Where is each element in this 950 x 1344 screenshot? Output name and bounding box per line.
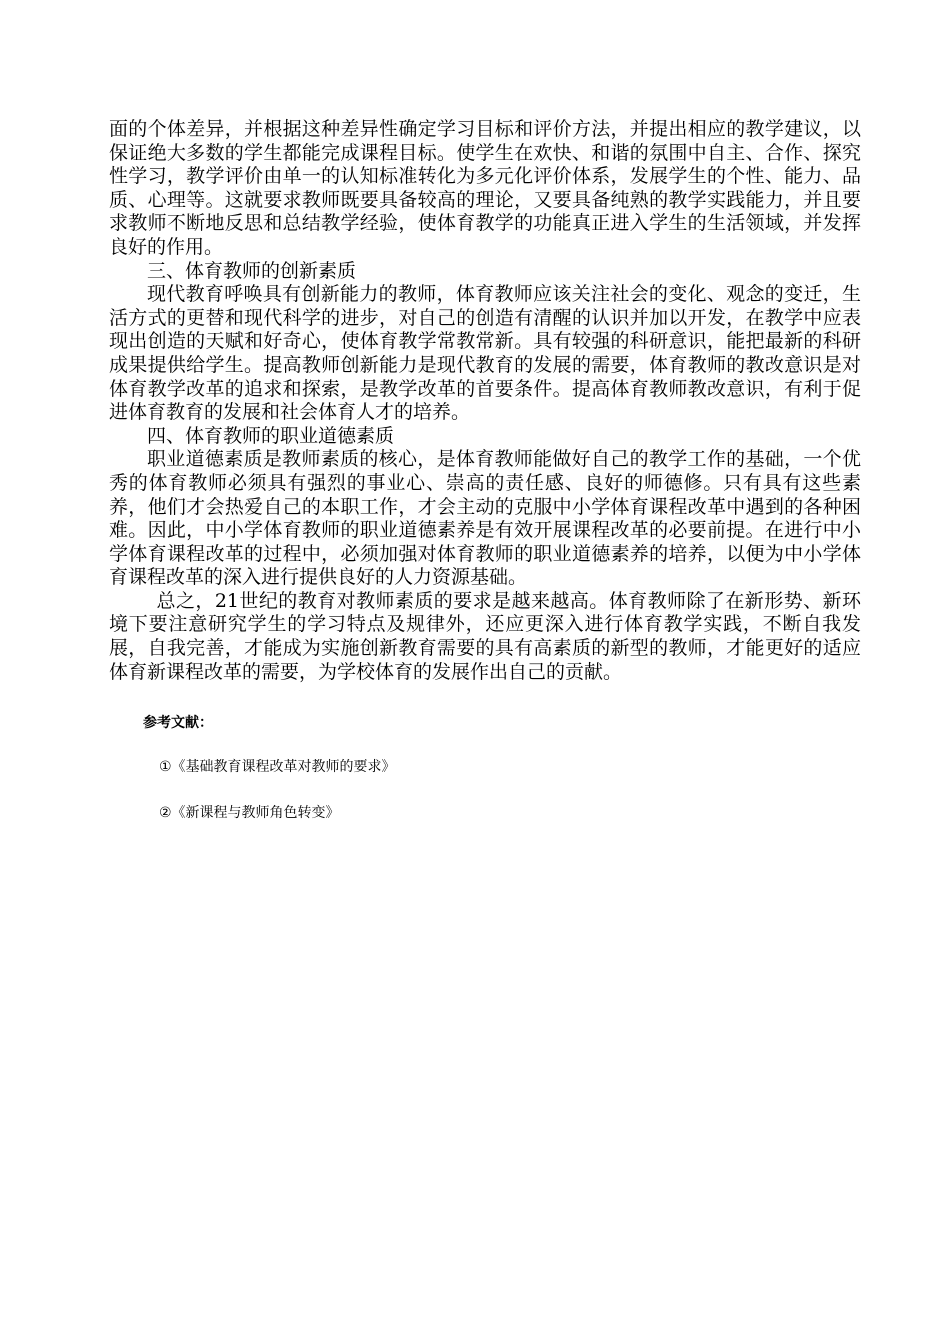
reference-item: ①《基础教育课程改革对教师的要求》 bbox=[159, 759, 396, 776]
paragraph-continued: 面的个体差异，并根据这种差异性确定学习目标和评价方法，并提出相应的教学建议，以保证绝大多数的学生都能完成课程目标。使学生在欢快、和谐的氛围中自主、合作、探究性学习，教学评价由单一的认知标准转化为多元化评价体系，发展学生的个性、能力、品质、心理等。这就要求教师既要具备较高的理论，又要具备纯熟的教学实践能力，并且要求教师不断地反思和总结教学经验，使体育教学的功能真正进入学生的生活领域，并发挥良好的作用。 bbox=[109, 118, 861, 258]
document-page bbox=[109, 118, 861, 822]
paragraph-innovation: 现代教育呼唤具有创新能力的教师，体育教师应该关注社会的变化、观念的变迁，生活方式的更替和现代科学的进步，对自己的创造有清醒的认识并加以开发，在教学中应表现出创造的天赋和好奇心，使体育教学常教常新。具有较强的科研意识，能把最新的科研成果提供给学生。提高教师创新能力是现代教育的发展的需要，体育教师的教改意识是对体育教学改革的追求和探索，是教学改革的首要条件。提高体育教师教改意识，有利于促进体育教育的发展和社会体育人才的培养。 bbox=[109, 283, 861, 424]
paragraph-summary: 总之，21世纪的教育对教师素质的要求是越来越高。体育教师除了在新形势、新环境下要注意研究学生的学习特点及规律外，还应更深入进行体育教学实践，不断自我发展，自我完善，才能成为实施创新教育需要的具有高素质的新型的教师，才能更好的适应体育新课程改革的需要，为学校体育的发展作出自己的贡献。 bbox=[109, 589, 861, 683]
document-body bbox=[109, 118, 861, 684]
references-section bbox=[109, 714, 861, 822]
references-title: 参考文献： bbox=[143, 715, 213, 732]
section-heading-ethics: 四、体育教师的职业道德素质 bbox=[147, 424, 395, 447]
section-heading-innovation: 三、体育教师的创新素质 bbox=[147, 259, 357, 282]
paragraph-ethics: 职业道德素质是教师素质的核心，是体育教师能做好自己的教学工作的基础，一个优秀的体育教师必须具有强烈的事业心、崇高的责任感、良好的师德修。只有具有这些素养，他们才会热爱自己的本职工作，才会主动的克服中小学体育课程改革中遇到的各种困难。因此，中小学体育教师的职业道德素养是有效开展课程改革的必要前提。在进行中小学体育课程改革的过程中，必须加强对体育教师的职业道德素养的培养，以便为中小学体育课程改革的深入进行提供良好的人力资源基础。 bbox=[109, 448, 861, 589]
reference-item: ②《新课程与教师角色转变》 bbox=[159, 805, 340, 822]
